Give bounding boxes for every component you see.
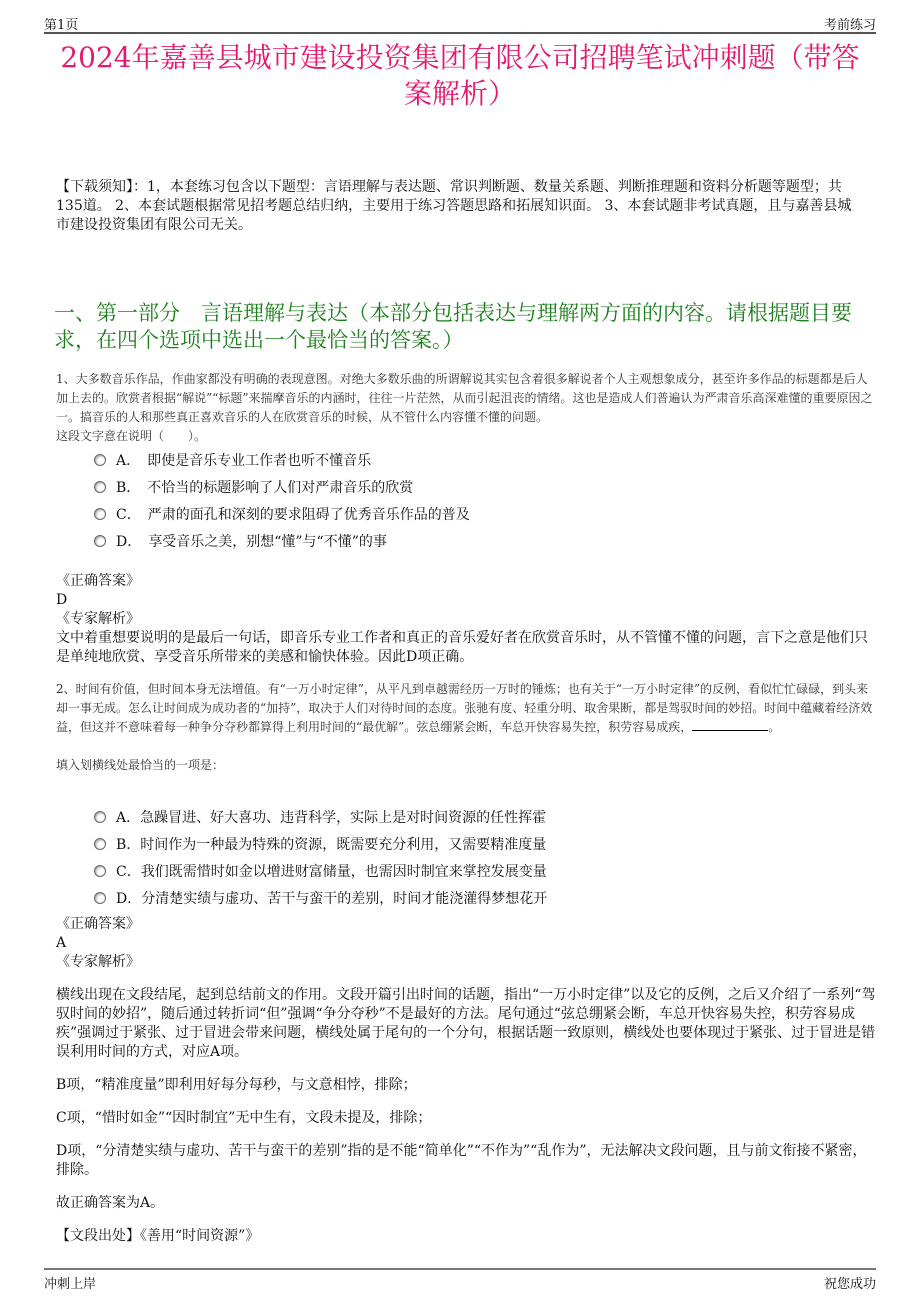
radio-icon[interactable] [94, 811, 106, 823]
analysis-label: 《专家解析》 [56, 611, 140, 627]
answer-label: 《正确答案》 [56, 916, 140, 932]
option-d[interactable] [94, 884, 547, 911]
option-label: D．分清楚实绩与虚功、苦干与蛮干的差别，时间才能浇灌得梦想花开 [116, 890, 548, 907]
radio-icon[interactable] [94, 454, 106, 466]
footer-right: 祝您成功 [823, 1277, 876, 1292]
download-notice: 【下载须知】：1，本套练习包含以下题型：言语理解与表达题、常识判断题、数量关系题、判断推理题和资料分析题等题型；共135道。 2、本套试题根据常见招考题总结归纳，主要用于练习答题思路和拓展知识面。 3、本套试题非考试真题，且与嘉善县城市建设投资集团有限公司无关。 [56, 179, 852, 233]
fill-blank [692, 730, 768, 731]
radio-icon[interactable] [94, 508, 106, 520]
question-1-options [94, 446, 470, 554]
option-d[interactable] [94, 527, 470, 554]
option-label: B．时间作为一种最为特殊的资源，既需要充分利用，又需要精准度量 [116, 836, 547, 853]
analysis-paragraph: C项，“惜时如金”“因时制宜”无中生有，文段未提及，排除； [56, 1110, 432, 1126]
option-label: A． 即使是音乐专业工作者也听不懂音乐 [116, 452, 372, 469]
question-1-answer [56, 572, 878, 667]
option-c[interactable] [94, 857, 547, 884]
page-number: 第1页 [44, 18, 79, 33]
option-b[interactable] [94, 473, 470, 500]
radio-icon[interactable] [94, 865, 106, 877]
page-footer [44, 1268, 876, 1292]
stem-end: 。 [768, 720, 781, 734]
stem-prompt: 填入划横线处最恰当的一项是： [56, 758, 225, 772]
question-1-stem [56, 370, 878, 446]
analysis-paragraph: 故正确答案为A。 [56, 1195, 165, 1211]
radio-icon[interactable] [94, 535, 106, 547]
option-b[interactable] [94, 830, 547, 857]
option-label: B． 不恰当的标题影响了人们对严肃音乐的欣赏 [116, 479, 414, 496]
stem-text: 1、大多数音乐作品，作曲家都没有明确的表现意图。对绝大多数乐曲的所谓解说其实包含着很多解说者个人主观想象成分，甚至许多作品的标题都是后人加上去的。欣赏者根据“解说”“标题”来揣摩音乐的内涵时，往往一片茫然，从而引起沮丧的情绪。这也是造成人们普遍认为严肃音乐高深难懂的重要原因之一。搞音乐的人和那些真正喜欢音乐的人在欣赏音乐的时候，从不管什么内容懂不懂的问题。 [56, 372, 873, 424]
option-a[interactable] [94, 446, 470, 473]
header-label: 考前练习 [823, 18, 876, 33]
page-header [44, 12, 876, 34]
radio-icon[interactable] [94, 892, 106, 904]
analysis-paragraph: B项，“精准度量”即利用好每分每秒，与文意相悖，排除； [56, 1077, 417, 1093]
section-heading: 一、第一部分 言语理解与表达（本部分包括表达与理解两方面的内容。请根据题目要求，在四个选项中选出一个最恰当的答案。） [54, 301, 852, 352]
analysis-text: 文中着重想要说明的是最后一句话，即音乐专业工作者和真正的音乐爱好者在欣赏音乐时，从不管懂不懂的问题，言下之意是他们只是单纯地欣赏、享受音乐所带来的美感和愉快体验。因此D项正确。 [56, 630, 868, 665]
footer-left: 冲刺上岸 [44, 1277, 97, 1292]
analysis-paragraph: D项，“分清楚实绩与虚功、苦干与蛮干的差别”指的是不能“简单化”“不作为”“乱作为”，无法解决文段问题，且与前文衔接不紧密，排除。 [56, 1143, 867, 1178]
option-c[interactable] [94, 500, 470, 527]
radio-icon[interactable] [94, 838, 106, 850]
radio-icon[interactable] [94, 481, 106, 493]
option-label: A．急躁冒进、好大喜功、违背科学，实际上是对时间资源的任性挥霍 [116, 809, 547, 826]
question-2-options [94, 803, 547, 911]
answer-label: 《正确答案》 [56, 573, 140, 589]
analysis-label: 《专家解析》 [56, 954, 140, 970]
source-citation: 【文段出处】《善用“时间资源”》 [56, 1228, 260, 1244]
document-title: 2024年嘉善县城市建设投资集团有限公司招聘笔试冲刺题（带答案解析） [60, 41, 860, 110]
answer-value: A [56, 935, 67, 951]
question-2-answer [56, 915, 878, 1246]
question-2-stem [56, 680, 878, 775]
option-label: C． 严肃的面孔和深刻的要求阻碍了优秀音乐作品的普及 [116, 506, 470, 523]
option-a[interactable] [94, 803, 547, 830]
option-label: C．我们既需惜时如金以增进财富储量，也需因时制宜来掌控发展变量 [116, 863, 547, 880]
option-label: D． 享受音乐之美，别想“懂”与“不懂”的事 [116, 533, 387, 550]
answer-value: D [56, 592, 68, 608]
stem-prompt: 这段文字意在说明（ ）。 [56, 429, 207, 443]
analysis-paragraph: 横线出现在文段结尾，起到总结前文的作用。文段开篇引出时间的话题，指出“一万小时定律”以及它的反例，之后又介绍了一系列“驾驭时间的妙招”，随后通过转折词“但”强调“争分夺秒”不是最好的方法。尾句通过“弦总绷紧会断，车总开快容易失控，积劳容易成疾”强调过于紧张、过于冒进会带来问题，横线处属于尾句的一个分句，根据话题一致原则，横线处也要体现过于紧张、过于冒进是错误利用时间的方式，对应A项。 [56, 987, 876, 1060]
stem-text: 2、时间有价值，但时间本身无法增值。有“一万小时定律”，从平凡到卓越需经历一万时的锤炼；也有关于“一万小时定律”的反例，看似忙忙碌碌，到头来却一事无成。怎么让时间成为成功者的“加持”，取决于人们对待时间的态度。张驰有度、轻重分明、取舍果断，都是驾驭时间的妙招。时间中蕴藏着经济效益，但这并不意味着每一种争分夺秒都算得上利用时间的“最优解”。弦总绷紧会断，车总开快容易失控，积劳容易成疾， [56, 682, 873, 734]
